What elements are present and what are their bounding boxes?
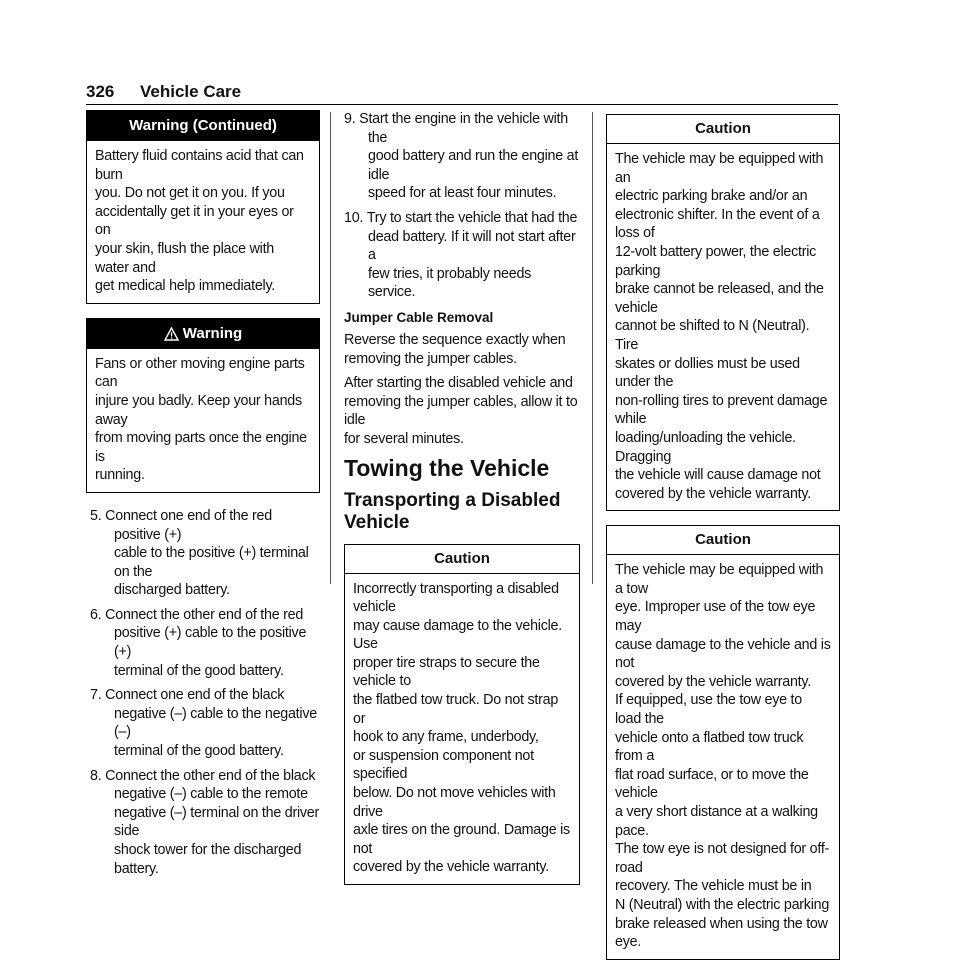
caution-body: Incorrectly transporting a disabled vehicle may cause damage to the vehicle. Use proper tire straps to secure the vehicle to the flatbed tow truck. Do not strap or hook to any frame, underbody, or suspension component not specified below. Do not move vehicles with drive axle tires on the ground. Damage is not covered by the vehicle warranty. [353, 580, 570, 876]
paragraph: After starting the disabled vehicle and removing the jumper cables, allow it to idle for several minutes. [344, 375, 578, 447]
warning-continued-box [86, 110, 320, 304]
step-number: 5. [90, 507, 102, 524]
warning-title: Warning [182, 324, 243, 342]
warning-box [86, 318, 320, 493]
text-line: your skin, flush the place with water and [95, 240, 274, 276]
caution-box [606, 525, 840, 959]
caution-title: Caution [607, 526, 839, 555]
caution-box [606, 114, 840, 511]
column-divider [330, 112, 331, 584]
step-item: 8. Connect the other end of the black negative (–) cable to the remote negative (–) terminal on the driver side shock tower for the discharged battery. [90, 767, 320, 877]
page-number: 326 [86, 82, 115, 101]
step-item: 10. Try to start the vehicle that had the dead battery. If it will not start after a few tries, it probably needs service. [344, 209, 578, 301]
step-item: 9. Start the engine in the vehicle with the good battery and run the engine at idle speed for at least four minutes. [344, 111, 579, 202]
warning-continued-body [87, 141, 319, 303]
text-line: running. [95, 467, 145, 484]
step-number: 7. [90, 687, 102, 704]
warning-header [87, 319, 319, 349]
paragraph: Reverse the sequence exactly when removing the jumper cables. [344, 331, 566, 367]
caution-title: Caution [607, 115, 839, 144]
step-number: 10. [344, 209, 364, 226]
caution-body: The vehicle may be equipped with an electric parking brake and/or an electronic shifter. In the event of a loss of 12-volt battery power, the electric parking brake cannot be released, and the vehicle cannot be shifted to N (Neutral). Tire skates or dollies must be used under the non-rolling tires to prevent damage while loading/unloading the vehicle. Dragging the vehicle will cause damage not covered by the vehicle warranty. [615, 151, 828, 502]
text-line: you. Do not get it on you. If you [95, 185, 285, 202]
step-number: 9. [344, 111, 356, 127]
step-item: 6. Connect the other end of the red positive (+) cable to the positive (+) terminal of the good battery. [90, 606, 307, 679]
page-header [86, 82, 838, 105]
step-item: 7. Connect one end of the black negative (–) cable to the negative (–) terminal of the good battery. [90, 687, 317, 760]
caution-box [344, 544, 580, 886]
column-right [606, 114, 840, 974]
text-line: from moving parts once the engine is [95, 430, 307, 465]
subsection-heading: Transporting a Disabled Vehicle [344, 489, 561, 533]
text-line: get medical help immediately. [95, 278, 276, 295]
text-line: accidentally get it in your eyes or on [95, 203, 294, 239]
caution-body: The vehicle may be equipped with a tow eye. Improper use of the tow eye may cause damage to the vehicle and is not covered by the vehicle warranty. If equipped, use the tow eye to load the vehicle onto a flatbed tow truck from a flat road surface, or to move the vehicle a very short distance at a walking pace. The tow eye is not designed for off-road recovery. The vehicle must be in N (Neutral) with the electric parking brake released when using the tow eye. [615, 562, 831, 951]
text-line: injure you badly. Keep your hands away [95, 392, 302, 428]
section-title: Vehicle Care [140, 82, 242, 101]
text-line: Battery fluid contains acid that can burn [95, 148, 304, 183]
warning-body [87, 349, 319, 492]
column-divider [592, 112, 593, 584]
step-number: 6. [90, 606, 102, 623]
warning-continued-title: Warning (Continued) [87, 111, 319, 141]
step-number: 8. [90, 767, 102, 784]
caution-title: Caution [345, 545, 579, 574]
column-middle [340, 110, 580, 899]
subheading: Jumper Cable Removal [344, 309, 494, 325]
column-left [86, 110, 320, 884]
section-heading: Towing the Vehicle [344, 454, 550, 481]
text-line: Fans or other moving engine parts can [95, 355, 305, 391]
step-item: 5. Connect one end of the red positive (+) cable to the positive (+) terminal on the discharged battery. [90, 507, 309, 599]
warning-triangle-icon [164, 322, 179, 352]
